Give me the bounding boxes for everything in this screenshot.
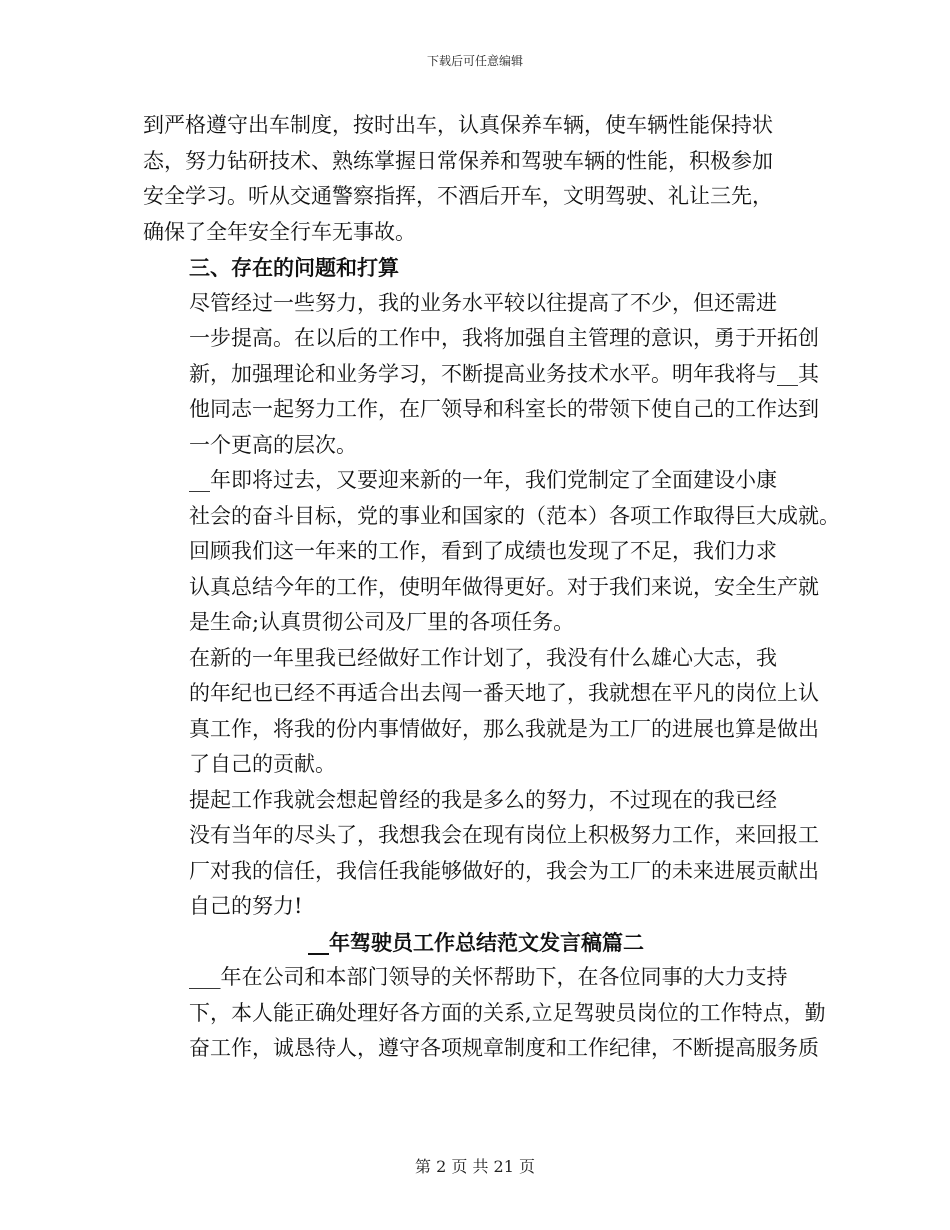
- text-line: 是生命;认真贯彻公司及厂里的各项任务。: [189, 610, 575, 634]
- text-line: 态，努力钻研技术、熟练掌握日常保养和驾驶车辆的性能，积极参加: [143, 148, 773, 173]
- text-line: 提起工作我就会想起曾经的我是多么的努力，不过现在的我已经: [189, 787, 777, 812]
- paragraph: [143, 960, 826, 1067]
- text-line: 自己的努力!: [189, 894, 303, 918]
- paragraph: [143, 534, 819, 641]
- text-line: 回顾我们这一年来的工作，看到了成绩也发现了不足，我们力求: [189, 539, 777, 563]
- text-line: 一步提高。在以后的工作中，我将加强自主管理的意识，勇于开拓创: [189, 326, 819, 350]
- paragraph: [143, 108, 809, 250]
- section-heading: [143, 250, 809, 286]
- text-line: 一个更高的层次。: [189, 432, 357, 457]
- text-line: 下，本人能正确处理好各方面的关系,立足驾驶员岗位的工作特点，勤: [189, 1000, 826, 1025]
- text-line: 的年纪也已经不再适合出去闯一番天地了，我就想在平凡的岗位上认: [189, 681, 819, 705]
- title-text: __年驾驶员工作总结范文发言稿篇二: [308, 929, 644, 955]
- paragraph: [143, 783, 819, 925]
- page-header: 下载后可任意编辑: [426, 54, 523, 68]
- text-line: 尽管经过一些努力，我的业务水平较以往提高了不少，但还需进: [189, 290, 777, 315]
- text-line: 在新的一年里我已经做好工作计划了，我没有什么雄心大志，我: [189, 645, 777, 670]
- text-line: 了自己的贡献。: [189, 752, 336, 776]
- article-title: [143, 925, 809, 961]
- text-line: 没有当年的尽头了，我想我会在现有岗位上积极努力工作，来回报工: [189, 823, 819, 847]
- text-line: 他同志一起努力工作，在厂领导和科室长的带领下使自己的工作达到: [189, 397, 819, 421]
- paragraph: [143, 463, 840, 534]
- text-line: __年即将过去，又要迎来新的一年，我们党制定了全面建设小康: [189, 468, 777, 492]
- text-line: 奋工作，诚恳待人，遵守各项规章制度和工作纪律，不断提高服务质: [189, 1036, 819, 1060]
- text-line: 到严格遵守出车制度，按时出车，认真保养车辆，使车辆性能保持状: [143, 113, 773, 137]
- text-line: 新，加强理论和业务学习，不断提高业务技术水平。明年我将与__其: [189, 361, 819, 386]
- text-line: 确保了全年安全行车无事故。: [143, 219, 416, 244]
- paragraph: [143, 286, 819, 464]
- text-line: 厂对我的信任，我信任我能够做好的，我会为工厂的未来进展贡献出: [189, 858, 819, 883]
- document-body: [143, 108, 840, 1067]
- text-line: 社会的奋斗目标，党的事业和国家的（范本）各项工作取得巨大成就。: [189, 503, 840, 528]
- heading-text: 三、存在的问题和打算: [189, 255, 399, 280]
- page-footer: 第 2 页 共 21 页: [415, 1157, 535, 1176]
- paragraph: [143, 641, 819, 783]
- text-line: 安全学习。听从交通警察指挥，不酒后开车，文明驾驶、礼让三先，: [143, 184, 773, 208]
- text-line: 真工作，将我的份内事情做好，那么我就是为工厂的进展也算是做出: [189, 716, 819, 741]
- text-line: 认真总结今年的工作，使明年做得更好。对于我们来说，安全生产就: [189, 574, 819, 599]
- text-line: ___年在公司和本部门领导的关怀帮助下，在各位同事的大力支持: [189, 965, 788, 989]
